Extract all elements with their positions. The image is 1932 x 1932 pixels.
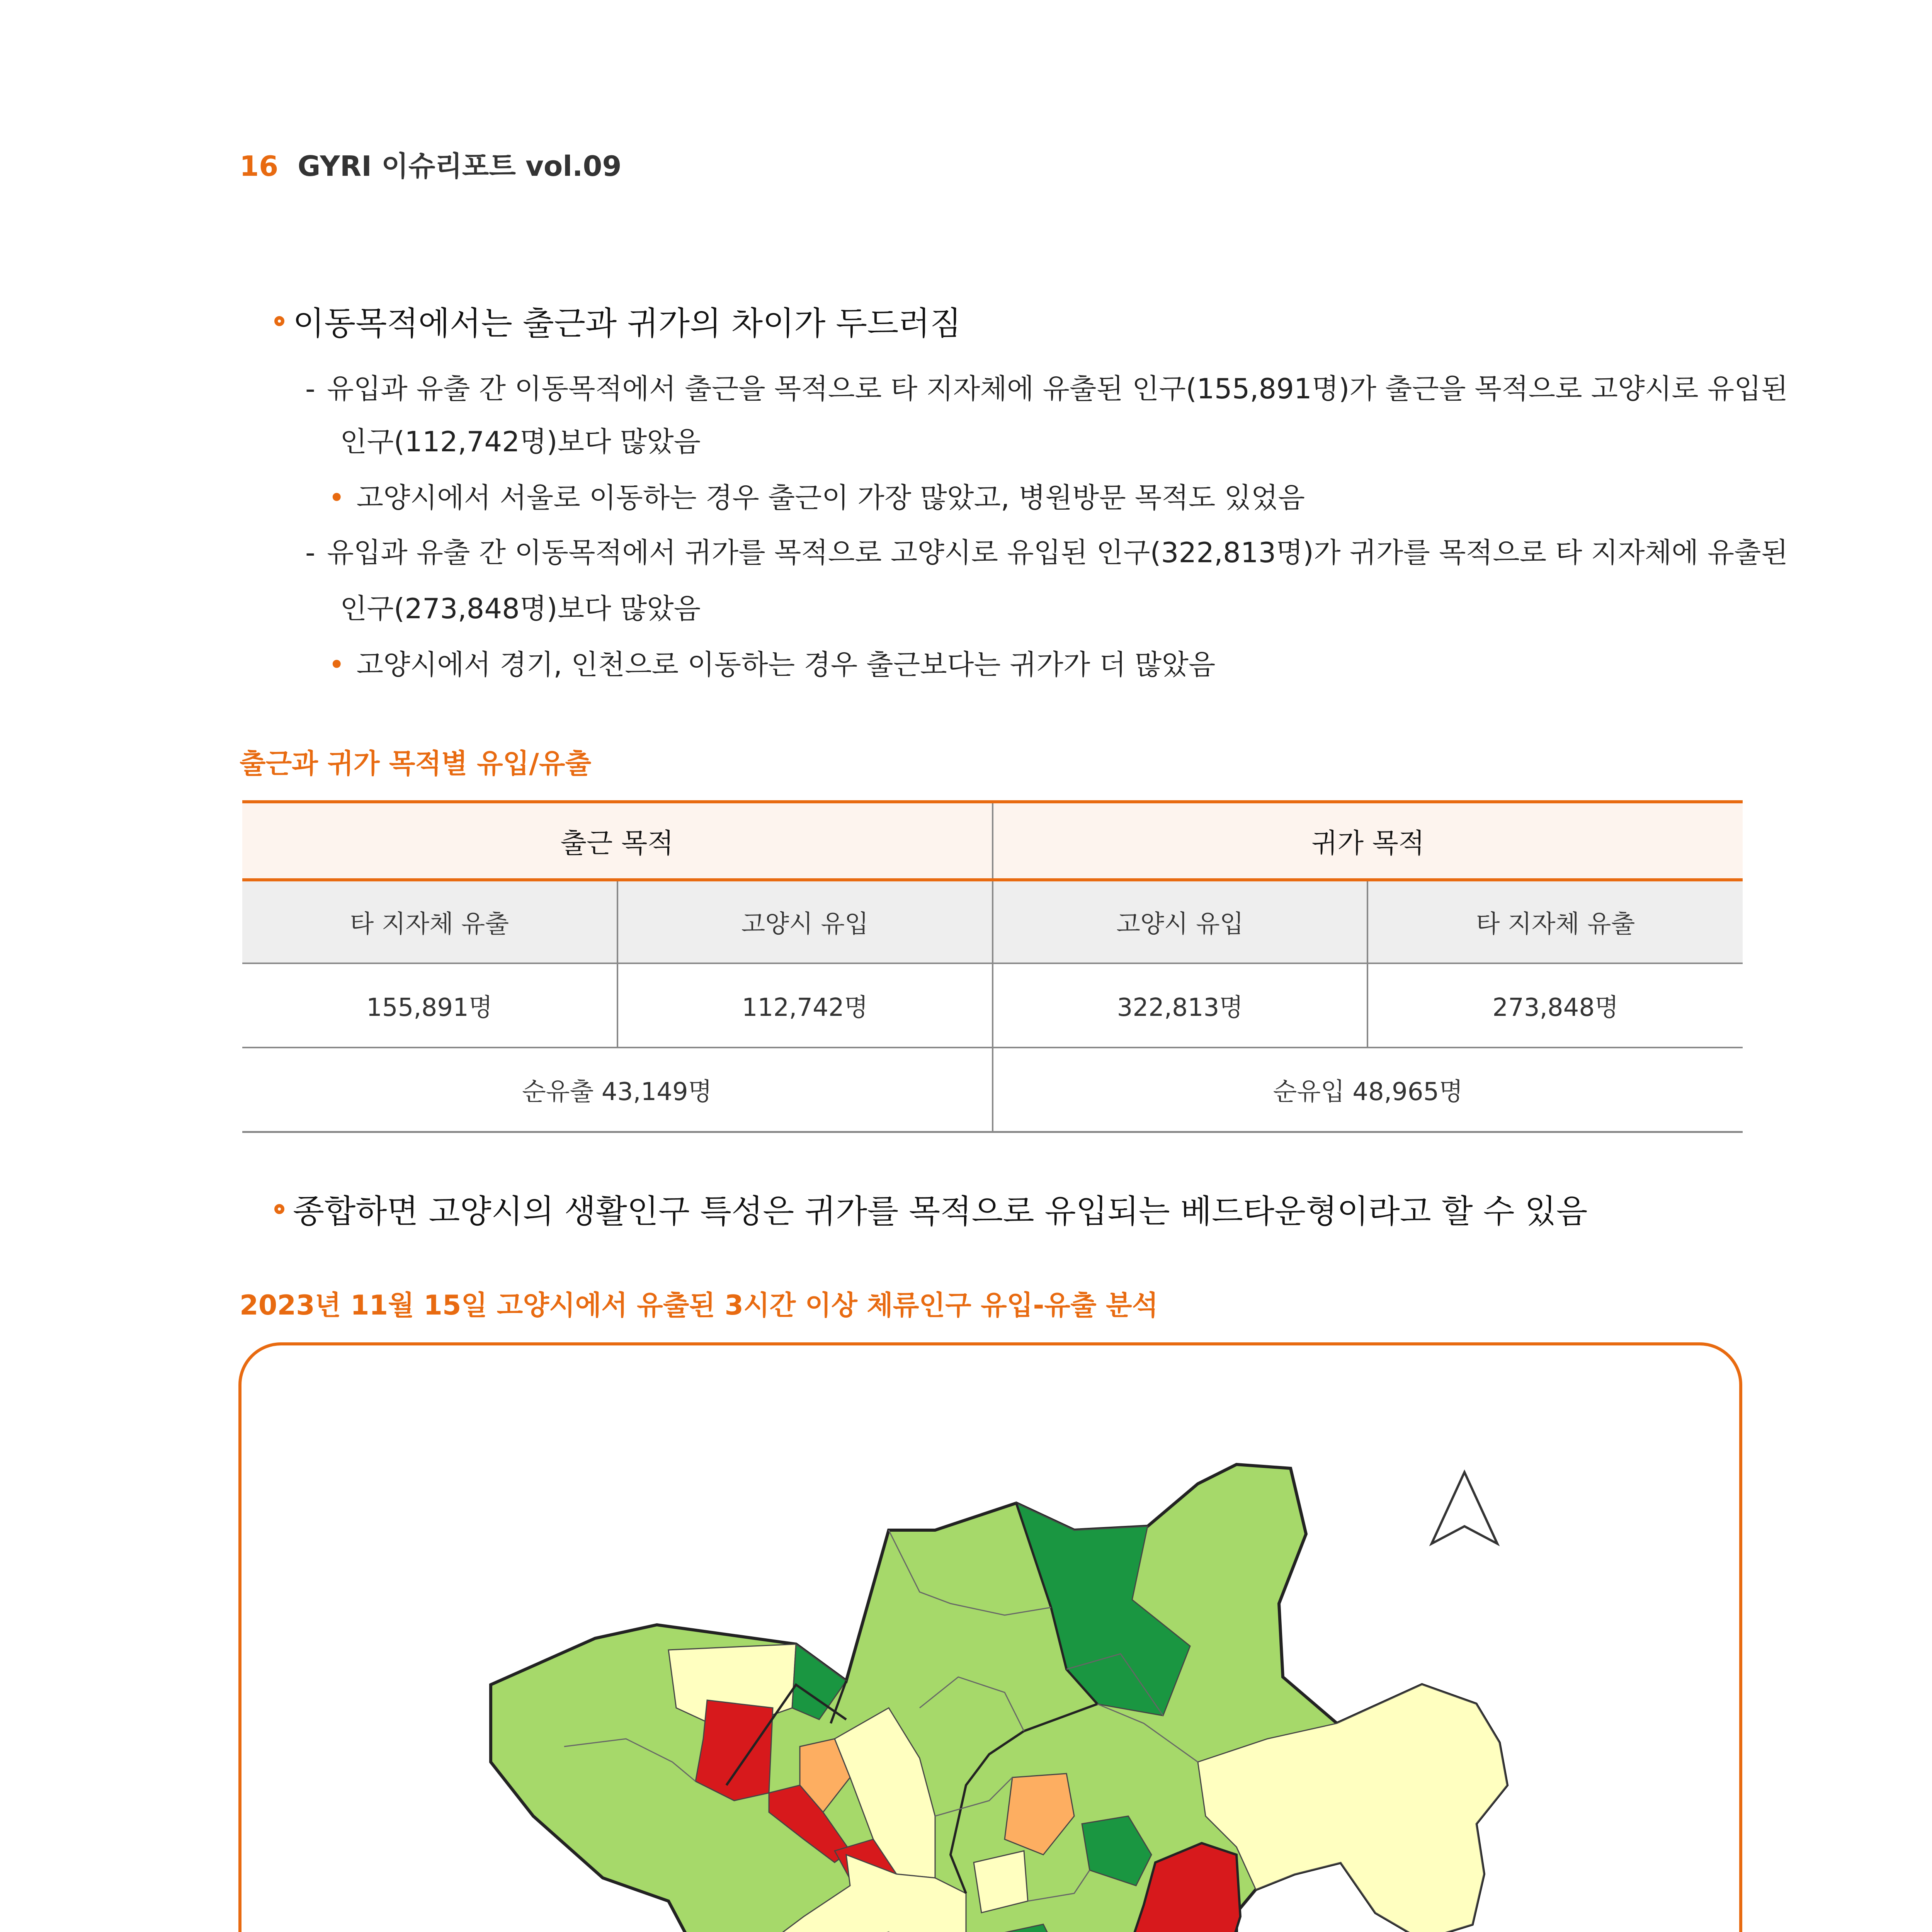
col-header: 고양시 유입	[993, 880, 1368, 963]
ring-bullet-icon	[274, 316, 284, 326]
table-cell: 322,813명	[993, 963, 1368, 1048]
map-caption: 2023년 11월 15일 고양시에서 유출된 3시간 이상 체류인구 유입-유출 분석	[240, 1289, 1158, 1321]
district-yellow	[974, 1851, 1028, 1913]
choropleth-map	[242, 1345, 1739, 1932]
report-title: GYRI 이슈리포트 vol.09	[298, 150, 622, 182]
bullet-dot-icon: •	[328, 481, 345, 514]
net-inflow-cell: 순유입 48,965명	[993, 1048, 1743, 1132]
col-header: 고양시 유입	[617, 880, 993, 963]
north-arrow-icon	[1432, 1472, 1497, 1544]
page-number: 16	[240, 150, 279, 182]
table-cell: 155,891명	[242, 963, 617, 1048]
section1-item2-bullet: • 고양시에서 경기, 인천으로 이동하는 경우 출근보다는 귀가가 더 많았음	[328, 648, 1216, 681]
section1-item2-line2: 인구(273,848명)보다 많았음	[340, 592, 701, 625]
table-row	[242, 963, 1743, 1048]
district-red	[696, 1700, 773, 1801]
table-cell: 112,742명	[617, 963, 993, 1048]
section1-item1-line2: 인구(112,742명)보다 많았음	[340, 425, 701, 458]
table-cell: 273,848명	[1367, 963, 1743, 1048]
table-group-header-row	[242, 802, 1743, 880]
ring-bullet-icon	[274, 1204, 284, 1214]
group-header-commute: 출근 목적	[242, 802, 993, 880]
net-outflow-cell: 순유출 43,149명	[242, 1048, 993, 1132]
section1-item1-bullet: • 고양시에서 서울로 이동하는 경우 출근이 가장 많았고, 병원방문 목적도 있었음	[328, 481, 1305, 514]
col-header: 타 지자체 유출	[242, 880, 617, 963]
section1-item2-line1: - 유입과 유출 간 이동목적에서 귀가를 목적으로 고양시로 유입된 인구(322,813명)가 귀가를 목적으로 타 지자체에 유출된	[305, 536, 1788, 569]
group-header-return: 귀가 목적	[993, 802, 1743, 880]
flow-table	[242, 800, 1743, 1133]
section1-heading: 이동목적에서는 출근과 귀가의 차이가 두드러짐	[274, 298, 961, 344]
section2-heading: 종합하면 고양시의 생활인구 특성은 귀가를 목적으로 유입되는 베드타운형이라고 할 수 있음	[274, 1185, 1588, 1232]
table-column-header-row	[242, 880, 1743, 963]
col-header: 타 지자체 유출	[1367, 880, 1743, 963]
bullet-dot-icon: •	[328, 648, 345, 681]
table-net-row	[242, 1048, 1743, 1132]
table-caption: 출근과 귀가 목적별 유입/유출	[240, 748, 592, 779]
section1-item1-line1: - 유입과 유출 간 이동목적에서 출근을 목적으로 타 지자체에 유출된 인구(155,891명)가 출근을 목적으로 고양시로 유입된	[305, 372, 1788, 405]
page-header	[240, 144, 622, 184]
